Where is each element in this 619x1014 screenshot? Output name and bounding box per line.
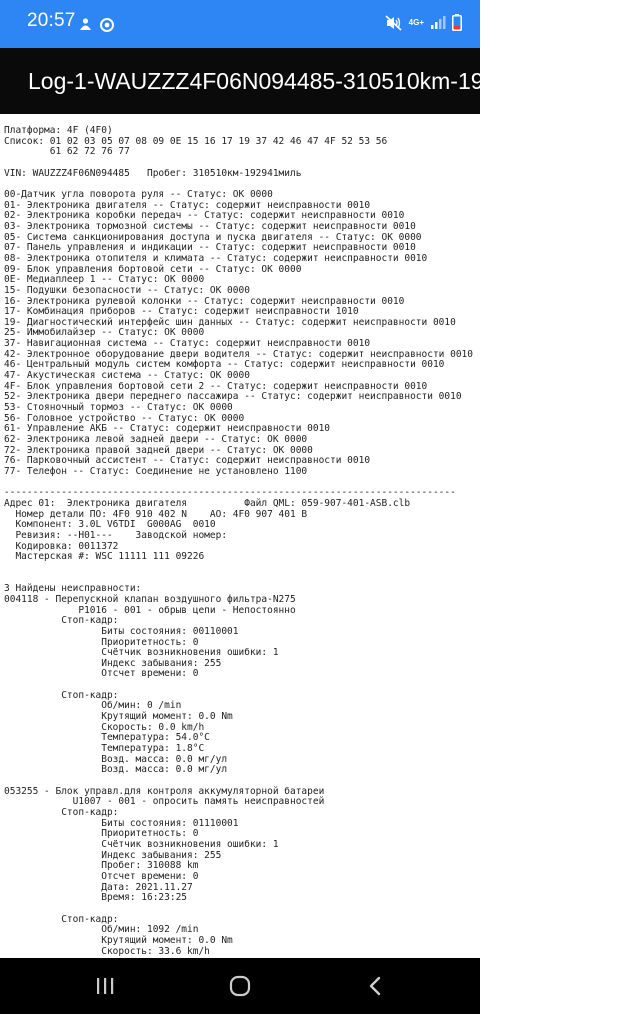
log-line: 77- Телефон -- Статус: Соединение не установлено 1100 [4,466,308,477]
log-line: Ревизия: --H01--- Заводской номер: [4,529,228,541]
log-line: Компонент: 3.0L V6TDI G000AG 0010 [4,519,216,531]
log-line: 4F- Блок управления бортовой сети 2 -- Статус: содержит неисправности 0010 [4,380,428,392]
log-line: Дата: 2021.11.27 [4,881,193,893]
log-line: 42- Электронное оборудование двери водителя -- Статус: содержит неисправности 0010 [4,348,473,360]
log-line: 46- Центральный модуль систем комфорта -- Статус: содержит неисправности 0010 [4,359,445,371]
log-line: Счётчик возникновения ошибки: 1 [4,647,279,659]
back-button[interactable] [340,958,410,1014]
log-line: Отсчет времени: 0 [4,668,199,680]
log-line: 17- Комбинация приборов -- Статус: содержит неисправности 1010 [4,306,359,318]
log-line: 37- Навигационная система -- Статус: содержит неисправности 0010 [4,338,371,350]
log-line: Крутящий момент: 0.0 Nm [4,711,233,723]
battery-icon [452,14,462,31]
log-line: P1016 - 001 - обрыв цепи - Непостоянно [4,604,296,616]
log-text [0,114,480,957]
log-line: Платформа: 4F (4F0) [4,125,113,136]
log-line: 47- Акустическая система -- Статус: OK 0000 [4,370,250,382]
log-line: 053255 - Блок управл.для контроля аккумуляторной батареи [4,785,325,797]
back-icon [368,976,382,996]
log-line: Температура: 54.0°C [4,732,210,744]
log-line: 0E- Медиаплеер 1 -- Статус: OK 0000 [4,274,205,286]
log-line: 15- Подушки безопасности -- Статус: OK 0000 [4,284,250,296]
log-line: Крутящий момент: 0.0 Nm [4,934,233,946]
log-line: 19- Диагностический интерфейс шин данных -- Статус: содержит неисправности 0010 [4,316,456,328]
log-line: 05- Система санкционирования доступа и пуска двигателя -- Статус: OK 0000 [4,231,422,243]
log-line: VIN: WAUZZZ4F06N094485 Пробег: 310510км-192941миль [4,167,302,179]
log-line: Стоп-кадр: [4,913,119,925]
log-line: Адрес 01: Электроника двигателя Файл QML: 059-907-401-ASB.clb [4,497,411,509]
log-line: 08- Электроника отопителя и климата -- Статус: содержит неисправности 0010 [4,252,428,264]
log-line: 16- Электроника рулевой колонки -- Статус: содержит неисправности 0010 [4,295,405,307]
log-line: Индекс забывания: 255 [4,657,222,669]
log-content[interactable] [0,114,480,958]
log-line: Возд. масса: 0.0 мг/ул [4,764,228,776]
log-line: Стоп-кадр: [4,615,119,627]
log-line: Возд. масса: 0.0 мг/ул [4,753,228,765]
log-line: Отсчет времени: 0 [4,870,199,882]
log-line: 56- Головное устройство -- Статус: OK 0000 [4,412,245,424]
home-button[interactable] [205,958,275,1014]
status-time: 20:57 [27,10,76,31]
mute-icon [385,15,403,31]
status-system-icons [385,14,462,31]
log-line: Пробег: 310088 km [4,860,199,872]
log-line: ------------------------------------------------------------------------------- [4,487,456,499]
log-line: Индекс забывания: 255 [4,849,222,861]
log-line: Скорость: 0.0 km/h [4,721,205,733]
navigation-bar [0,958,480,1014]
status-notification-icons [78,17,115,33]
log-line: Номер детали ПО: 4F0 910 402 N AO: 4F0 907 401 B [4,508,308,520]
log-line: 53- Стояночный тормоз -- Статус: OK 0000 [4,402,233,414]
log-line [4,904,480,915]
log-line: Кодировка: 0011372 [4,540,119,552]
log-line: 01- Электроника двигателя -- Статус: содержит неисправности 0010 [4,199,371,211]
log-line: Скорость: 33.6 km/h [4,945,210,957]
log-line [4,563,480,574]
log-line: Счётчик возникновения ошибки: 1 [4,838,279,850]
network-type-label: 4G+ [408,17,424,27]
log-line: 25- Иммобилайзер -- Статус: OK 0000 [4,327,205,339]
log-line: Приоритетность: 0 [4,828,199,840]
recents-button[interactable] [70,958,140,1014]
log-line: Биты состояния: 01110001 [4,817,239,829]
log-line: Об/мин: 0 /min [4,700,182,712]
log-line: 61 62 72 76 77 [4,146,130,158]
home-icon [229,975,251,997]
log-line: Биты состояния: 00110001 [4,625,239,637]
log-line: 03- Электроника тормозной системы -- Статус: содержит неисправности 0010 [4,220,416,232]
file-title: Log-1-WAUZZZ4F06N094485-310510km-192941miles.txt [28,68,619,94]
log-line: 72- Электроника правой задней двери -- Статус: OK 0000 [4,444,313,456]
log-line: 3 Найдены неисправности: [4,583,142,595]
log-line: Стоп-кадр: [4,689,119,701]
log-line: 52- Электроника двери переднего пассажира -- Статус: содержит неисправности 0010 [4,391,462,403]
app-title-bar [0,48,619,114]
status-bar [0,0,480,48]
log-line: Мастерская #: WSC 11111 111 09226 [4,551,205,563]
log-line: Температура: 1.8°C [4,743,205,755]
log-line: Приоритетность: 0 [4,636,199,648]
log-line: Время: 16:23:25 [4,892,188,904]
log-line: U1007 - 001 - опросить память неисправностей [4,796,325,808]
recents-icon [95,977,115,995]
sync-icon [99,17,115,33]
log-line: 02- Электроника коробки передач -- Статус: содержит неисправности 0010 [4,210,405,222]
log-line: 09- Блок управления бортовой сети -- Статус: OK 0000 [4,263,302,275]
log-line: Об/мин: 1092 /min [4,924,199,936]
log-line: 07- Панель управления и индикации -- Статус: содержит неисправности 0010 [4,242,416,254]
log-line: 61- Управление АКБ -- Статус: содержит неисправности 0010 [4,423,331,435]
log-line: 004118 - Перепускной клапан воздушного фильтра-N275 [4,593,296,605]
notification-app-icon [78,17,93,32]
signal-icon [430,15,446,30]
log-line: 00-Датчик угла поворота руля -- Статус: OK 0000 [4,188,273,200]
log-line: 62- Электроника левой задней двери -- Статус: OK 0000 [4,434,308,446]
log-line: Стоп-кадр: [4,807,119,818]
log-line: Список: 01 02 03 05 07 08 09 0E 15 16 17 19 37 42 46 47 4F 52 53 56 [4,135,388,147]
log-line: 76- Парковочный ассистент -- Статус: содержит неисправности 0010 [4,455,371,467]
